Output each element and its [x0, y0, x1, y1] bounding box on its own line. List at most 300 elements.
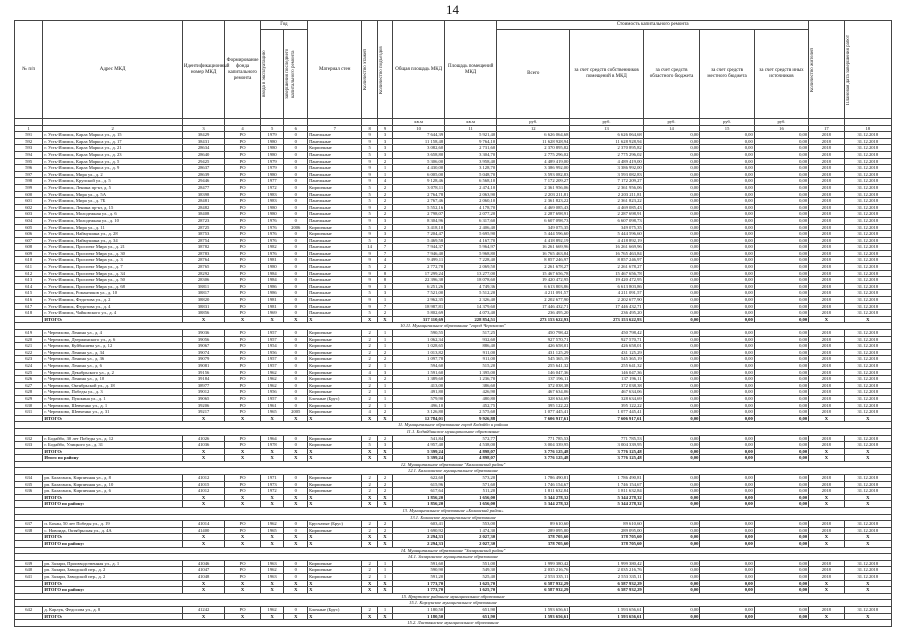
cost-regional-cell: 0,00: [643, 613, 700, 620]
year-built-cell: 1979: [260, 158, 284, 165]
cost-total-cell: 89 610,60: [497, 521, 570, 528]
end-date-cell: 31.12.2018: [844, 560, 891, 567]
header-total-area: Общая площадь МКД: [393, 21, 445, 119]
cost-own-cell: 5 444 596,60: [570, 231, 643, 238]
premises-area-cell: 228 854,51: [445, 316, 497, 323]
cost-total-cell: 6 587 932,29: [497, 587, 570, 594]
year-built-cell: 1981: [260, 303, 284, 310]
cost-regional-cell: 0,00: [643, 389, 700, 396]
end-date-cell: 31.12.2018: [844, 151, 891, 158]
cost-regional-cell: 0,00: [643, 171, 700, 178]
year-built-cell: 1973: [260, 481, 284, 488]
area-cell: 1 180,50: [393, 613, 445, 620]
cost-local-cell: 0,00: [700, 541, 754, 548]
entrances-cell: 2: [377, 211, 392, 218]
year-built-cell: 1963: [260, 573, 284, 580]
cost-regional-cell: 0,00: [643, 606, 700, 613]
residents-cell: 2018: [809, 488, 844, 495]
row-number: 613: [15, 277, 43, 284]
entrances-cell: X: [377, 580, 392, 587]
floors-cell: 5: [362, 191, 377, 198]
row-number: [15, 580, 43, 587]
residents-cell: 2018: [809, 290, 844, 297]
cost-own-cell: 137 196,11: [570, 376, 643, 383]
material-cell: X: [308, 541, 362, 548]
year-built-cell: 1986: [260, 283, 284, 290]
residents-cell: 2018: [809, 382, 844, 389]
unit-cell: [844, 119, 891, 126]
material-cell: Кирпичные: [308, 376, 362, 383]
material-cell: Панельные: [308, 204, 362, 211]
year-built-cell: 1957: [260, 356, 284, 363]
section-heading: 11.1. Бодайбинское муниципальное образование: [15, 428, 892, 435]
floors-cell: 4: [362, 369, 377, 376]
id-cell: 39081: [182, 362, 225, 369]
id-cell: 29425: [182, 158, 225, 165]
id-cell: 38431: [182, 138, 225, 145]
row-number: [15, 587, 43, 594]
cost-local-cell: 0,00: [700, 178, 754, 185]
id-cell: 41014: [182, 521, 225, 528]
year-built-cell: 1976: [260, 250, 284, 257]
premises-area-cell: 5 968,80: [445, 250, 497, 257]
unit-cell: [362, 119, 377, 126]
cost-local-cell: 0,00: [700, 402, 754, 409]
fund-cell: РО: [225, 224, 260, 231]
entrances-cell: 7: [377, 244, 392, 251]
address-cell: г. Усть-Илимск, Федотова ул., д. 2: [43, 297, 182, 304]
cost-regional-cell: 0,00: [643, 138, 700, 145]
table-row: [15, 277, 892, 284]
cost-other-cell: 0,00: [754, 369, 808, 376]
cost-total-cell: 19 420 472,95: [497, 277, 570, 284]
cost-regional-cell: 0,00: [643, 310, 700, 317]
residents-cell: 2018: [809, 560, 844, 567]
fund-cell: РО: [225, 277, 260, 284]
material-cell: Кирпичные: [308, 475, 362, 482]
premises-area-cell: 4 898,07: [445, 455, 497, 462]
cost-local-cell: 0,00: [700, 494, 754, 501]
cost-local-cell: 0,00: [700, 613, 754, 620]
year-built-cell: 1980: [260, 151, 284, 158]
floors-cell: 2: [362, 475, 377, 482]
cost-local-cell: 0,00: [700, 330, 754, 337]
cost-regional-cell: 0,00: [643, 481, 700, 488]
cost-own-cell: 5 344 278,32: [570, 494, 643, 501]
cost-local-cell: 0,00: [700, 560, 754, 567]
total-row: [15, 455, 892, 462]
area-cell: 603,41: [393, 521, 445, 528]
address-cell: г. Усть-Илимск, Мира ул., д. 2: [43, 171, 182, 178]
address-cell: ИТОГО:: [43, 415, 182, 422]
table-row: [15, 184, 892, 191]
material-cell: Панельные: [308, 158, 362, 165]
row-number: 634: [15, 475, 43, 482]
end-date-cell: 31.12.2018: [844, 527, 891, 534]
cost-regional-cell: 0,00: [643, 560, 700, 567]
table-row: [15, 382, 892, 389]
header-cost-own: за счет средств собственников помещений в МКД: [570, 30, 643, 119]
floors-cell: 2: [362, 343, 377, 350]
cost-local-cell: 0,00: [700, 316, 754, 323]
year-repair-cell: X: [284, 455, 308, 462]
year-repair-cell: X: [284, 494, 308, 501]
cost-other-cell: 0,00: [754, 389, 808, 396]
unit-cell: [182, 119, 225, 126]
entrances-cell: 1: [377, 573, 392, 580]
row-number: 595: [15, 158, 43, 165]
address-cell: ИТОГО:: [43, 613, 182, 620]
year-built-cell: X: [260, 580, 284, 587]
cost-local-cell: 0,00: [700, 382, 754, 389]
material-cell: Кирпичные: [308, 349, 362, 356]
residents-cell: 2018: [809, 527, 844, 534]
cost-other-cell: 0,00: [754, 217, 808, 224]
cost-regional-cell: 0,00: [643, 303, 700, 310]
material-cell: Кирпичные: [308, 567, 362, 574]
floors-cell: 9: [362, 171, 377, 178]
area-cell: 4 430,00: [393, 165, 445, 172]
fund-cell: РО: [225, 481, 260, 488]
area-cell: 591,20: [393, 573, 445, 580]
fund-cell: X: [225, 316, 260, 323]
premises-area-cell: 4 898,07: [445, 448, 497, 455]
area-cell: 3 082,60: [393, 145, 445, 152]
cost-total-cell: 349 075,35: [497, 224, 570, 231]
fund-cell: РО: [225, 217, 260, 224]
table-row: [15, 132, 892, 139]
residents-cell: X: [809, 541, 844, 548]
entrances-cell: 1: [377, 330, 392, 337]
cost-regional-cell: 0,00: [643, 521, 700, 528]
id-cell: 39217: [182, 409, 225, 416]
end-date-cell: 31.12.2018: [844, 369, 891, 376]
year-repair-cell: X: [284, 580, 308, 587]
area-cell: 413,00: [393, 382, 445, 389]
address-cell: г. Усть-Илимск, Проспект Мира ул., д. 34: [43, 270, 182, 277]
residents-cell: 2018: [809, 277, 844, 284]
fund-cell: РО: [225, 349, 260, 356]
floors-cell: 2: [362, 362, 377, 369]
cost-other-cell: 0,00: [754, 211, 808, 218]
cost-regional-cell: 0,00: [643, 494, 700, 501]
residents-cell: 2018: [809, 369, 844, 376]
area-cell: 2 294,33: [393, 534, 445, 541]
cost-own-cell: 4 469 085,43: [570, 204, 643, 211]
cost-local-cell: 0,00: [700, 132, 754, 139]
end-date-cell: X: [844, 501, 891, 508]
fund-cell: РО: [225, 362, 260, 369]
header-premises-area: Площадь помещений МКД: [445, 21, 497, 119]
end-date-cell: 31.12.2018: [844, 362, 891, 369]
cost-local-cell: 0,00: [700, 237, 754, 244]
table-row: [15, 369, 892, 376]
entrances-cell: 2: [377, 158, 392, 165]
premises-area-cell: 1 656,00: [445, 501, 497, 508]
year-built-cell: 1956: [260, 349, 284, 356]
cost-total-cell: 11 628 928,94: [497, 138, 570, 145]
entrances-cell: 2: [377, 376, 392, 383]
floors-cell: 2: [362, 356, 377, 363]
residents-cell: 2018: [809, 257, 844, 264]
material-cell: Кирпичные: [308, 402, 362, 409]
area-cell: 5 802,69: [393, 310, 445, 317]
entrances-cell: 3: [377, 217, 392, 224]
id-cell: 39056: [182, 336, 225, 343]
area-cell: 5 552,16: [393, 204, 445, 211]
table-row: [15, 138, 892, 145]
material-cell: Панельные: [308, 198, 362, 205]
residents-cell: 2018: [809, 145, 844, 152]
id-cell: 41047: [182, 567, 225, 574]
fund-cell: РО: [225, 145, 260, 152]
id-cell: X: [182, 448, 225, 455]
section-heading: 12. Муниципальное образование "Балаганский район": [15, 461, 892, 468]
residents-cell: 2018: [809, 336, 844, 343]
premises-area-cell: 2 406,40: [445, 224, 497, 231]
residents-cell: X: [809, 455, 844, 462]
cost-other-cell: 0,00: [754, 224, 808, 231]
address-cell: г. Усть-Илимск, Молодежная ул., д. 6: [43, 211, 182, 218]
cost-local-cell: 0,00: [700, 184, 754, 191]
cost-regional-cell: 0,00: [643, 343, 700, 350]
material-cell: Панельные: [308, 310, 362, 317]
material-cell: Панельные: [308, 138, 362, 145]
cost-own-cell: 3 776 125,48: [570, 448, 643, 455]
premises-area-cell: 651,90: [445, 613, 497, 620]
cost-other-cell: 0,00: [754, 138, 808, 145]
address-cell: г. Усть-Илимск, Ленина пр-кт, д. 15: [43, 204, 182, 211]
address-cell: д. Карлук, Федосова ул., д. 8: [43, 606, 182, 613]
cost-total-cell: 2 361 956,06: [497, 184, 570, 191]
material-cell: Панельные: [308, 264, 362, 271]
year-built-cell: 1957: [260, 395, 284, 402]
cost-own-cell: 2 553 335,11: [570, 573, 643, 580]
area-cell: 5 306,00: [393, 158, 445, 165]
fund-cell: РО: [225, 376, 260, 383]
year-built-cell: 1979: [260, 132, 284, 139]
area-cell: 1 013,82: [393, 349, 445, 356]
fund-cell: РО: [225, 250, 260, 257]
cost-other-cell: 0,00: [754, 349, 808, 356]
floors-cell: 2: [362, 481, 377, 488]
table-row: [15, 178, 892, 185]
table-row: [15, 270, 892, 277]
year-built-cell: 1980: [260, 171, 284, 178]
cost-total-cell: 1 811 632,84: [497, 488, 570, 495]
year-repair-cell: 0: [284, 191, 308, 198]
cost-other-cell: 0,00: [754, 165, 808, 172]
cost-other-cell: 0,00: [754, 521, 808, 528]
premises-area-cell: 5 921,40: [445, 132, 497, 139]
cost-other-cell: 0,00: [754, 580, 808, 587]
year-built-cell: 1965: [260, 409, 284, 416]
premises-area-cell: 7 228,40: [445, 257, 497, 264]
area-cell: 1 389,60: [393, 376, 445, 383]
cost-total-cell: 2 370 895,82: [497, 145, 570, 152]
year-repair-cell: 0: [284, 178, 308, 185]
area-cell: 579,90: [393, 395, 445, 402]
address-cell: рп. Залари, Производственная ул., д. 1: [43, 560, 182, 567]
row-number: 601: [15, 198, 43, 205]
section-heading-row: [15, 468, 892, 475]
section-heading: 10.11. Муниципальное образование "город Черемхово": [15, 323, 892, 330]
id-cell: 41242: [182, 606, 225, 613]
cost-total-cell: 395 122,22: [497, 402, 570, 409]
cost-own-cell: 349 075,35: [570, 224, 643, 231]
cost-total-cell: 378 705,60: [497, 534, 570, 541]
cost-local-cell: 0,00: [700, 527, 754, 534]
year-repair-cell: 0: [284, 560, 308, 567]
address-cell: рп. Балаганск, Кирпичная ул., д. 8: [43, 475, 182, 482]
end-date-cell: 31.12.2018: [844, 442, 891, 449]
cost-total-cell: 3 386 992,00: [497, 165, 570, 172]
entrances-cell: X: [377, 587, 392, 594]
id-cell: 28481: [182, 198, 225, 205]
table-row: [15, 224, 892, 231]
floors-cell: 2: [362, 395, 377, 402]
floors-cell: 2: [362, 488, 377, 495]
total-row: [15, 501, 892, 508]
material-cell: X: [308, 494, 362, 501]
header-year-repair: завершения последнего капитального ремонта: [284, 30, 308, 119]
entrances-cell: 2: [377, 475, 392, 482]
area-cell: 317 110,69: [393, 316, 445, 323]
entrances-cell: 1: [377, 402, 392, 409]
area-cell: 11 158,48: [393, 138, 445, 145]
premises-area-cell: 549,30: [445, 567, 497, 574]
year-built-cell: 1976: [260, 231, 284, 238]
material-cell: Брусчатые (Брус): [308, 521, 362, 528]
end-date-cell: 31.12.2018: [844, 573, 891, 580]
entrances-cell: 3: [377, 290, 392, 297]
residents-cell: 2018: [809, 435, 844, 442]
material-cell: Кирпичные: [308, 488, 362, 495]
area-cell: 1 028,65: [393, 343, 445, 350]
address-cell: г. Усть-Илимск, Крупской ул., д. 5: [43, 178, 182, 185]
row-number: 606: [15, 231, 43, 238]
area-cell: 2 764,78: [393, 191, 445, 198]
units-row: [15, 119, 892, 126]
cost-total-cell: 3 593 082,83: [497, 171, 570, 178]
cost-other-cell: 0,00: [754, 151, 808, 158]
header-floors: Количество этажей: [362, 21, 377, 119]
fund-cell: РО: [225, 606, 260, 613]
fund-cell: РО: [225, 165, 260, 172]
year-repair-cell: X: [284, 587, 308, 594]
id-cell: 39184: [182, 376, 225, 383]
row-number: [15, 316, 43, 323]
cost-other-cell: 0,00: [754, 231, 808, 238]
entrances-cell: X: [377, 534, 392, 541]
end-date-cell: 31.12.2018: [844, 336, 891, 343]
unit-cell: [225, 119, 260, 126]
fund-cell: РО: [225, 204, 260, 211]
year-repair-cell: 0: [284, 217, 308, 224]
residents-cell: X: [809, 448, 844, 455]
residents-cell: X: [809, 316, 844, 323]
header-cost-other: за счет средств иных источников: [754, 30, 808, 119]
year-built-cell: 1977: [260, 178, 284, 185]
cost-regional-cell: 0,00: [643, 435, 700, 442]
cost-own-cell: 1 811 632,84: [570, 488, 643, 495]
cost-other-cell: 0,00: [754, 316, 808, 323]
year-built-cell: X: [260, 494, 284, 501]
cost-local-cell: 0,00: [700, 158, 754, 165]
cost-other-cell: 0,00: [754, 257, 808, 264]
total-row: [15, 448, 892, 455]
cost-regional-cell: 0,00: [643, 541, 700, 548]
address-cell: г. Черемхово, Пушкина ул., д. 1: [43, 395, 182, 402]
entrances-cell: 2: [377, 264, 392, 271]
cost-local-cell: 0,00: [700, 264, 754, 271]
address-cell: г. Черемхово, Ленина ул., д. 4: [43, 330, 182, 337]
table-row: [15, 297, 892, 304]
address-cell: ИТОГО:: [43, 494, 182, 501]
address-cell: ИТОГО по району:: [43, 541, 182, 548]
id-cell: X: [182, 415, 225, 422]
year-built-cell: 1981: [260, 297, 284, 304]
address-cell: ИТОГО:: [43, 316, 182, 323]
end-date-cell: 31.12.2018: [844, 270, 891, 277]
cost-total-cell: 15 467 656,78: [497, 270, 570, 277]
premises-area-cell: 553,00: [445, 521, 497, 528]
cost-other-cell: 0,00: [754, 171, 808, 178]
row-number: 609: [15, 250, 43, 257]
header-wall-material: Материал стен: [308, 21, 362, 119]
id-cell: 39206: [182, 402, 225, 409]
floors-cell: 5: [362, 224, 377, 231]
id-cell: X: [182, 534, 225, 541]
material-cell: Блочные (Брус): [308, 395, 362, 402]
cost-total-cell: 255 641,32: [497, 362, 570, 369]
fund-cell: РО: [225, 369, 260, 376]
area-cell: 2 798,07: [393, 211, 445, 218]
entrances-cell: X: [377, 501, 392, 508]
cost-regional-cell: 0,00: [643, 224, 700, 231]
cost-other-cell: 0,00: [754, 435, 808, 442]
year-built-cell: 1971: [260, 475, 284, 482]
table-row: [15, 217, 892, 224]
cost-own-cell: 273 153 622,93: [570, 316, 643, 323]
residents-cell: 2018: [809, 165, 844, 172]
cost-total-cell: 8 857 246,97: [497, 257, 570, 264]
row-number: 633: [15, 442, 43, 449]
premises-area-cell: 4 167,70: [445, 237, 497, 244]
material-cell: X: [308, 316, 362, 323]
cost-other-cell: 0,00: [754, 494, 808, 501]
cost-local-cell: 0,00: [700, 145, 754, 152]
entrances-cell: 3: [377, 283, 392, 290]
cost-regional-cell: 0,00: [643, 158, 700, 165]
fund-cell: РО: [225, 297, 260, 304]
column-number-cell: 8: [362, 125, 377, 132]
entrances-cell: X: [377, 448, 392, 455]
year-built-cell: X: [260, 613, 284, 620]
premises-area-cell: 13 277,00: [445, 270, 497, 277]
id-cell: 38831: [182, 303, 225, 310]
cost-local-cell: 0,00: [700, 303, 754, 310]
floors-cell: 2: [362, 560, 377, 567]
area-cell: 1 856,20: [393, 501, 445, 508]
cost-regional-cell: 0,00: [643, 191, 700, 198]
cost-other-cell: 0,00: [754, 343, 808, 350]
cost-local-cell: 0,00: [700, 270, 754, 277]
id-cell: 38408: [182, 211, 225, 218]
material-cell: Кирпичные: [308, 389, 362, 396]
end-date-cell: 31.12.2018: [844, 435, 891, 442]
area-cell: 7 644,39: [393, 132, 445, 139]
